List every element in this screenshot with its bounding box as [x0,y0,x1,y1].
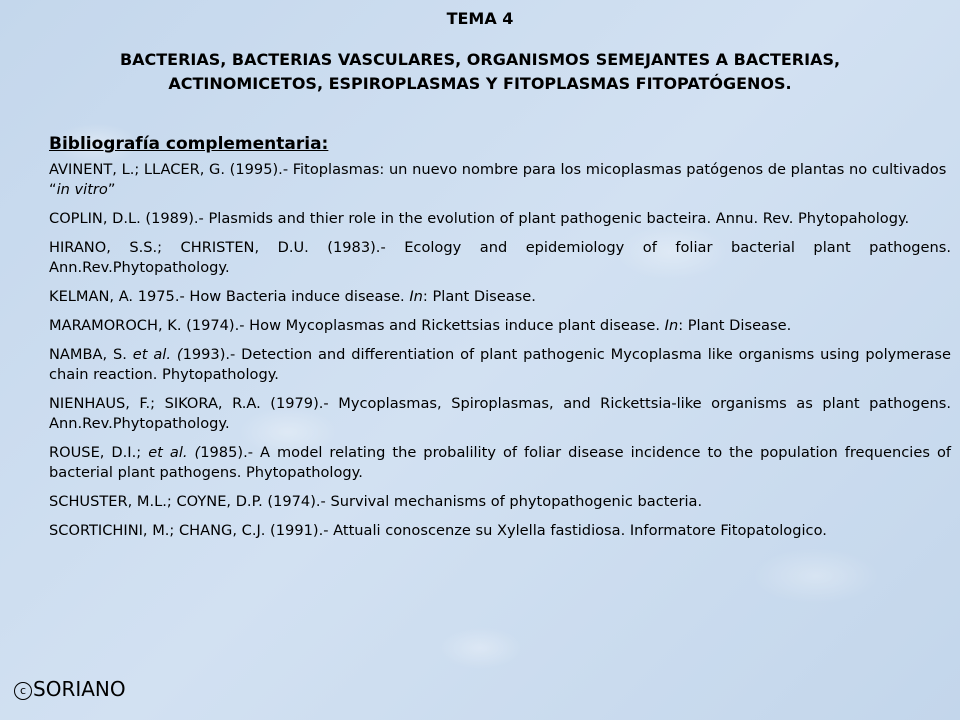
reference-item: KELMAN, A. 1975.- How Bacteria induce disease. In: Plant Disease. [49,288,536,305]
copyright-icon: c [14,682,32,700]
tema-label: TEMA 4 [446,9,514,28]
reference-item: NAMBA, S. et al. (1993).- Detection and differentiation of plant pathogenic Mycoplasma like organisms using polymerase chain reaction. Phytopathology. [49,346,951,383]
reference-item: ROUSE, D.I.; et al. (1985).- A model relating the probalility of foliar disease incidence to the population frequencies of bacterial plant pathogens. Phytopathology. [49,444,952,481]
reference-item: AVINENT, L.; LLACER, G. (1995).- Fitoplasmas: un nuevo nombre para los micoplasmas patógenos de plantas no cultivados “in vitro” [49,161,947,198]
bibliography-heading: Bibliografía complementaria: [49,134,329,154]
author-credit [14,677,126,701]
reference-item: SCORTICHINI, M.; CHANG, C.J. (1991).- Attuali conoscenze su Xylella fastidiosa. Informatore Fitopatologico. [49,522,827,539]
author-name: SORIANO [33,677,126,701]
reference-list [49,160,951,550]
reference-item: SCHUSTER, M.L.; COYNE, D.P. (1974).- Survival mechanisms of phytopathogenic bacteria. [49,493,703,510]
reference-item: HIRANO, S.S.; CHRISTEN, D.U. (1983).- Ecology and epidemiology of foliar bacterial plant pathogens. Ann.Rev.Phytopathology. [49,239,951,276]
reference-item: NIENHAUS, F.; SIKORA, R.A. (1979).- Mycoplasmas, Spiroplasmas, and Rickettsia-like organisms as plant pathogens. Ann.Rev.Phytopathology. [49,395,951,432]
page-title: BACTERIAS, BACTERIAS VASCULARES, ORGANISMOS SEMEJANTES A BACTERIAS, ACTINOMICETOS, ESPIROPLASMAS Y FITOPLASMAS FITOPATÓGENOS. [119,50,841,93]
reference-item: MARAMOROCH, K. (1974).- How Mycoplasmas and Rickettsias induce plant disease. In: Plant Disease. [49,317,792,334]
reference-item: COPLIN, D.L. (1989).- Plasmids and thier role in the evolution of plant pathogenic bacteira. Annu. Rev. Phytopahology. [49,210,910,227]
